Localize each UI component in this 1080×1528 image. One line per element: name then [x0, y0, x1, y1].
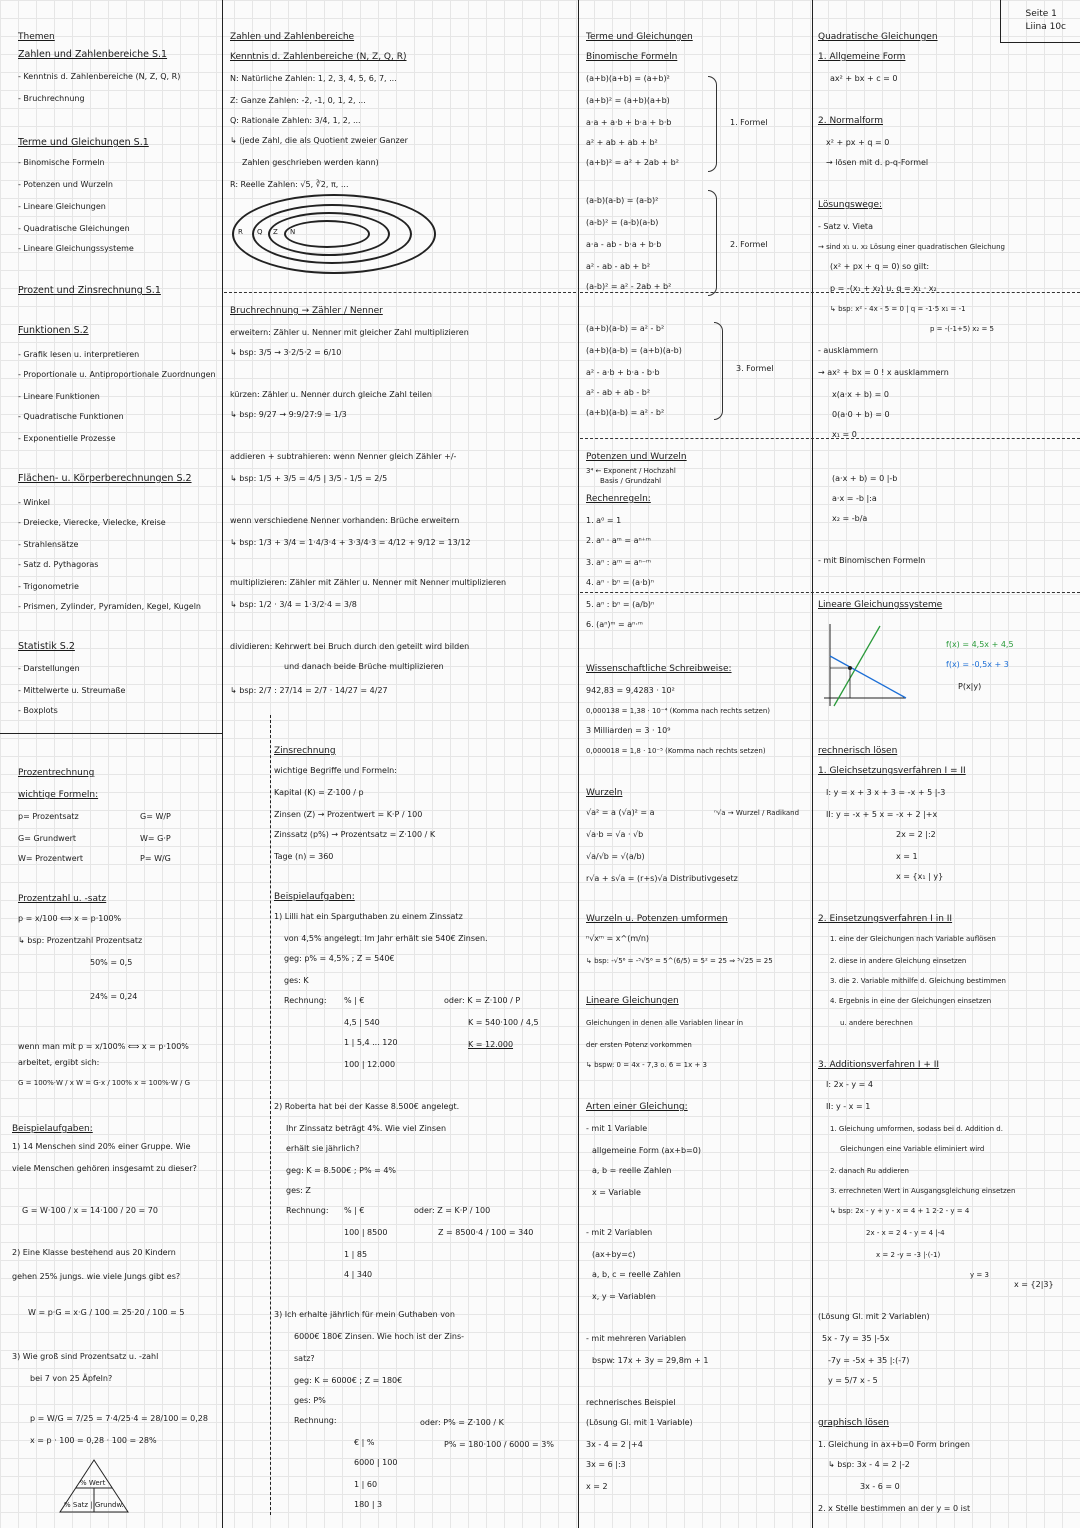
- column-divider-3: [812, 0, 813, 1528]
- toc-item: - Lineare Funktionen: [18, 392, 100, 401]
- example-line: 50% = 0,5: [90, 958, 133, 967]
- text-line: x, y = Variablen: [592, 1292, 656, 1301]
- result-line: x = {2|3}: [1014, 1280, 1054, 1289]
- table-row: 100 | 8500: [344, 1228, 388, 1237]
- formula-line: a² + ab + ab + b²: [586, 138, 658, 147]
- section-heading: Terme und Gleichungen: [586, 32, 693, 42]
- text-line: Rechnung:: [294, 1416, 337, 1425]
- text-line: geg: K = 6000€ ; Z = 180€: [294, 1376, 403, 1385]
- step-line: 2. diese in andere Gleichung einsetzen: [830, 957, 967, 965]
- formula-line: W= Prozentwert: [18, 854, 84, 863]
- example-line: ↳ bsp: 9/27 → 9:9/27:9 = 1/3: [230, 410, 347, 419]
- formula-line: K = 540·100 / 4,5: [468, 1018, 539, 1027]
- subheading: 3. Additionsverfahren I + II: [818, 1060, 940, 1070]
- step-line: 1. eine der Gleichungen nach Variable auflösen: [830, 935, 996, 943]
- toc-item: - Quadratische Funktionen: [18, 412, 124, 421]
- text-line: bspw: 17x + 3y = 29,8m + 1: [592, 1356, 709, 1365]
- toc-section: Flächen- u. Körperberechnungen S.2: [18, 473, 192, 484]
- column-zahlen: [224, 0, 576, 1528]
- text-line: ges: P%: [294, 1396, 326, 1405]
- formula-line: (a-b)(a-b) = (a-b)²: [586, 196, 659, 205]
- formula-line: II: y = -x + 5 x = -x + 2 |+x: [826, 810, 938, 819]
- formula-line: ⁿ√xᵐ = x^(m/n): [586, 934, 650, 943]
- text-line: multiplizieren: Zähler mit Zähler u. Nenner mit Nenner multiplizieren: [230, 578, 507, 587]
- text-line: 1) Lilli hat ein Sparguthaben zu einem Zinssatz: [274, 912, 463, 921]
- toc-item: - Lineare Gleichungen: [18, 202, 106, 211]
- root-note: ⁿ√a → Wurzel / Radikand: [714, 809, 800, 817]
- graph-label-f: f(x) = 4,5x + 4,5: [946, 640, 1014, 649]
- rule-line: 2. aⁿ · aᵐ = aⁿ⁺ᵐ: [586, 536, 651, 545]
- sci-line: 0,000018 = 1,8 · 10⁻⁵ (Komma nach rechts setzen): [586, 747, 766, 755]
- rule-line: 3. aⁿ : aᵐ = aⁿ⁻ᵐ: [586, 558, 652, 567]
- column-quadratisch: [814, 0, 1080, 1528]
- section-heading: Quadratische Gleichungen: [818, 32, 938, 42]
- example-line: 2x - x = 2 4 - y = 4 |-4: [866, 1229, 945, 1237]
- toc-item: - Strahlensätze: [18, 540, 79, 549]
- table-row: 4 | 340: [344, 1270, 373, 1279]
- ring-n: [284, 220, 370, 248]
- toc-item: - Exponentielle Prozesse: [18, 434, 116, 443]
- author-name: Liina 10c: [1025, 22, 1066, 32]
- subheading: rechnerisch lösen: [818, 746, 898, 756]
- formula-line: x² + px + q = 0: [826, 138, 890, 147]
- example-line: ↳ bsp: -√5⁶ = -⁵√5⁶ = 5^(6/5) = 5² = 25 ⇒ ⁵√25 = 25: [586, 957, 773, 965]
- example-line: ↳ bsp: x² - 4x - 5 = 0 | q = -1·5 x₁ = -1: [830, 305, 966, 313]
- text-line: von 4,5% angelegt. Im Jahr erhält sie 540€ Zinsen.: [284, 934, 488, 943]
- table-row: 1 | 60: [354, 1480, 378, 1489]
- example-line: ↳ bsp: 1/5 + 3/5 = 4/5 | 3/5 - 1/5 = 2/5: [230, 474, 388, 483]
- formula-line: (a+b)(a-b) = (a+b)(a-b): [586, 346, 682, 355]
- example-line: ↳ bsp: 2/7 : 27/14 = 2/7 · 14/27 = 4/27: [230, 686, 388, 695]
- formula-line: (a-b)² = (a-b)(a-b): [586, 218, 659, 227]
- formula-line: x₂ = -b/a: [832, 514, 868, 523]
- subheading: Lineare Gleichungssysteme: [818, 600, 943, 610]
- table-row: € | %: [354, 1438, 375, 1447]
- example-line: p = -(-1+5) x₂ = 5: [930, 325, 994, 333]
- toc-item: - Potenzen und Wurzeln: [18, 180, 113, 189]
- ring-label: N: [290, 228, 296, 236]
- text-line: wenn man mit p = x/100% ⟺ x = p·100%: [18, 1042, 189, 1051]
- table-row: 1 | 85: [344, 1250, 368, 1259]
- text-line: 6000€ 180€ Zinsen. Wie hoch ist der Zins-: [294, 1332, 465, 1341]
- formula-line: ax² + bx + c = 0: [830, 74, 898, 83]
- subheading: Wissenschaftliche Schreibweise:: [586, 664, 732, 674]
- toc-item: - Binomische Formeln: [18, 158, 105, 167]
- triangle-top-label: % Wert: [80, 1479, 106, 1487]
- formula-line: W= G·P: [140, 834, 171, 843]
- formula-line: W = p·G = x·G / 100 = 25·20 / 100 = 5: [28, 1308, 185, 1317]
- text-line: 3⁴ ← Exponent / Hochzahl: [586, 467, 676, 475]
- formula-line: P= W/G: [140, 854, 171, 863]
- toc-item: - Dreiecke, Vierecke, Vielecke, Kreise: [18, 518, 166, 527]
- text-line: → sind x₁ u. x₂ Lösung einer quadratischen Gleichung: [818, 243, 1005, 251]
- text-line: der ersten Potenz vorkommen: [586, 1041, 692, 1049]
- text-line: allgemeine Form (ax+b=0): [592, 1146, 701, 1155]
- section-heading: Beispielaufgaben:: [12, 1124, 93, 1134]
- step-line: 1. Gleichung umformen, sodass bei d. Addition d.: [830, 1125, 1003, 1133]
- text-line: ges: K: [284, 976, 309, 985]
- formula-line: x = 2: [586, 1482, 608, 1491]
- example-line: x = 2 -y = -3 |·(-1): [876, 1251, 941, 1259]
- text-line: (Lösung Gl. mit 1 Variable): [586, 1418, 693, 1427]
- table-row: 180 | 3: [354, 1500, 383, 1509]
- brace: [708, 190, 717, 296]
- text-line: bei 7 von 25 Äpfeln?: [30, 1374, 113, 1383]
- rule-line: 1. a⁰ = 1: [586, 516, 622, 525]
- formula-line: K = 12.000: [468, 1040, 514, 1049]
- formula-line: p = -(x₁ + x₂) u. q = x₁ · x₂: [830, 284, 937, 293]
- rule-line: 6. (aⁿ)ᵐ = aⁿ·ᵐ: [586, 620, 643, 629]
- example-line: ↳ bsp: 3/5 → 3·2/5·2 = 6/10: [230, 348, 342, 357]
- formula-line: a·x = -b |:a: [832, 494, 877, 503]
- formula-line: 5x - 7y = 35 |-5x: [822, 1334, 890, 1343]
- text-line: 1) 14 Menschen sind 20% einer Gruppe. Wie: [12, 1142, 191, 1151]
- brace: [708, 76, 717, 172]
- toc-item: - Quadratische Gleichungen: [18, 224, 130, 233]
- sci-line: 942,83 = 9,4283 · 10²: [586, 686, 675, 695]
- formula-line: 2x = 2 |:2: [896, 830, 936, 839]
- table-row: 4,5 | 540: [344, 1018, 380, 1027]
- text-line: - mit mehreren Variablen: [586, 1334, 687, 1343]
- brace: [714, 322, 723, 420]
- formula-line: oder: P% = Z·100 / K: [420, 1418, 504, 1427]
- formula-label: 2. Formel: [730, 240, 768, 249]
- root-line: √a² = a (√a)² = a: [586, 808, 655, 817]
- toc-item: - Boxplots: [18, 706, 58, 715]
- table-row: 100 | 12.000: [344, 1060, 396, 1069]
- formula-line: G = 100%·W / x W = G·x / 100% x = 100%·W / G: [18, 1079, 190, 1087]
- subheading: 2. Einsetzungsverfahren I in II: [818, 914, 953, 924]
- formula-label: 1. Formel: [730, 118, 768, 127]
- formula-line: oder: K = Z·100 / P: [444, 996, 521, 1005]
- toc-section: Prozent und Zinsrechnung S.1: [18, 285, 161, 296]
- subheading: Wurzeln: [586, 788, 623, 798]
- step-line: 3. errechneten Wert in Ausgangsgleichung einsetzen: [830, 1187, 1016, 1195]
- formula-line: -7y = -5x + 35 |:(-7): [828, 1356, 910, 1365]
- text-line: Ihr Zinssatz beträgt 4%. Wie viel Zinsen: [286, 1124, 447, 1133]
- text-line: N: Natürliche Zahlen: 1, 2, 3, 4, 5, 6, 7, ...: [230, 74, 397, 83]
- formula-line: Z = 8500·4 / 100 = 340: [438, 1228, 534, 1237]
- column-terme: [580, 0, 812, 1528]
- subheading: Arten einer Gleichung:: [586, 1102, 688, 1112]
- ring-label: Z: [273, 228, 278, 236]
- section-heading: Zinsrechnung: [274, 746, 336, 756]
- toc-item: - Mittelwerte u. Streumaße: [18, 686, 126, 695]
- formula-line: (a+b)(a-b) = a² - b²: [586, 408, 665, 417]
- subheading: Kenntnis d. Zahlenbereiche (N, Z, Q, R): [230, 52, 407, 62]
- text-line: geg: p% = 4,5% ; Z = 540€: [284, 954, 395, 963]
- text-line: Z: Ganze Zahlen: -2, -1, 0, 1, 2, ...: [230, 96, 366, 105]
- formula-line: (a+b)(a+b) = (a+b)²: [586, 74, 670, 83]
- toc-section: Statistik S.2: [18, 641, 75, 652]
- ring-label: Q: [257, 228, 263, 236]
- text-line: R: Reelle Zahlen: √5, ∛2, π, ...: [230, 180, 349, 189]
- step-line: 2. danach Ru addieren: [830, 1167, 909, 1175]
- section-heading: Zahlen und Zahlenbereiche: [230, 32, 355, 42]
- page-number: Seite 1: [1025, 9, 1057, 19]
- lgs-graph: [820, 620, 910, 712]
- toc-section: Terme und Gleichungen S.1: [18, 137, 149, 148]
- formula-line: p= Prozentsatz: [18, 812, 79, 821]
- example-line: ↳ bsp: 2x - y + y - x = 4 + 1 2·2 - y = 4: [830, 1207, 970, 1215]
- toc-item: - Proportionale u. Antiproportionale Zuordnungen: [18, 370, 216, 379]
- formula-line: x = 1: [896, 852, 918, 861]
- example-line: 3x - 6 = 0: [860, 1482, 900, 1491]
- root-line: r√a + s√a = (r+s)√a Distributivgesetz: [586, 874, 738, 883]
- formula-line: x₁ = 0: [832, 430, 857, 439]
- text-line: Rechnung:: [284, 996, 327, 1005]
- formula-line: G= Grundwert: [18, 834, 77, 843]
- example-line: 24% = 0,24: [90, 992, 138, 1001]
- toc-item: - Satz d. Pythagoras: [18, 560, 99, 569]
- formula-line: oder: Z = K·P / 100: [414, 1206, 491, 1215]
- formula-line: a² - a·b + b·a - b·b: [586, 368, 660, 377]
- formula-label: 3. Formel: [736, 364, 774, 373]
- toc-item: - Kenntnis d. Zahlenbereiche (N, Z, Q, R): [18, 72, 181, 81]
- text-line: 3) Ich erhalte jährlich für mein Guthaben von: [274, 1310, 455, 1319]
- formula-line: (a+b)² = (a+b)(a+b): [586, 96, 670, 105]
- text-line: arbeitet, ergibt sich:: [18, 1058, 100, 1067]
- text-line: Q: Rationale Zahlen: 3/4, 1, 2, ...: [230, 116, 361, 125]
- formula-line: I: y = x + 3 x + 3 = -x + 5 |-3: [826, 788, 946, 797]
- example-line: ↳ bsp: 1/2 · 3/4 = 1·3/2·4 = 3/8: [230, 600, 357, 609]
- text-line: Gleichungen in denen alle Variablen linear in: [586, 1019, 744, 1027]
- toc-item: - Grafik lesen u. interpretieren: [18, 350, 140, 359]
- formula-line: (a-b)² = a² - 2ab + b²: [586, 282, 672, 291]
- text-line: wenn verschiedene Nenner vorhanden: Brüche erweitern: [230, 516, 460, 525]
- ring-label: R: [238, 228, 243, 236]
- step-line: u. andere berechnen: [840, 1019, 913, 1027]
- subheading: 1. Gleichsetzungsverfahren I = II: [818, 766, 966, 776]
- toc-section: Funktionen S.2: [18, 325, 89, 336]
- toc-section: Zahlen und Zahlenbereiche S.1: [18, 49, 168, 60]
- text-line: x = Variable: [592, 1188, 641, 1197]
- text-line: - mit Binomischen Formeln: [818, 556, 926, 565]
- text-line: geg: K = 8.500€ ; P% = 4%: [286, 1166, 397, 1175]
- example-line: ↳ bspw: 0 = 4x - 7,3 o. 6 = 1x + 3: [586, 1061, 707, 1069]
- formula-line: I: 2x - y = 4: [826, 1080, 874, 1089]
- text-line: erweitern: Zähler u. Nenner mit gleicher Zahl multiplizieren: [230, 328, 469, 337]
- formula-line: (a+b)² = a² + 2ab + b²: [586, 158, 679, 167]
- example-line: y = 3: [970, 1271, 989, 1279]
- text-line: a, b = reelle Zahlen: [592, 1166, 672, 1175]
- formula-line: 0(a·0 + b) = 0: [832, 410, 890, 419]
- formula-line: (x² + px + q = 0) so gilt:: [830, 262, 930, 271]
- step-line: Gleichungen eine Variable eliminiert wird: [840, 1145, 985, 1153]
- text-line: (ax+by=c): [592, 1250, 636, 1259]
- text-line: - ausklammern: [818, 346, 879, 355]
- text-line: viele Menschen gehören insgesamt zu dieser?: [12, 1164, 197, 1173]
- section-heading: Bruchrechnung → Zähler / Nenner: [230, 306, 383, 316]
- formula-line: Tage (n) = 360: [274, 852, 334, 861]
- formula-line: G = W·100 / x = 14·100 / 20 = 70: [22, 1206, 158, 1215]
- formula-line: a² - ab + ab - b²: [586, 388, 651, 397]
- toc-item: - Trigonometrie: [18, 582, 79, 591]
- text-line: 2) Roberta hat bei der Kasse 8.500€ angelegt.: [274, 1102, 460, 1111]
- formula-line: → ax² + bx = 0 ! x ausklammern: [818, 368, 949, 377]
- formula-line: a·a - ab - b·a + b·b: [586, 240, 662, 249]
- example-line: ↳ bsp: 3x - 4 = 2 |-2: [828, 1460, 910, 1469]
- section-heading: Beispielaufgaben:: [274, 892, 355, 902]
- section-heading: Potenzen und Wurzeln: [586, 452, 687, 462]
- formula-line: P% = 180·100 / 6000 = 3%: [444, 1440, 554, 1449]
- step-line: 2. x Stelle bestimmen an der y = 0 ist: [818, 1504, 971, 1513]
- text-line: 2) Eine Klasse bestehend aus 20 Kindern: [12, 1248, 176, 1257]
- column-themen: [0, 0, 222, 1528]
- formula-line: (a·x + b) = 0 |-b: [832, 474, 898, 483]
- triangle-bottom-label: % Satz | Grundw.: [64, 1501, 124, 1509]
- table-row: 1 | 5,4 ... 120: [344, 1038, 398, 1047]
- text-line: (Lösung Gl. mit 2 Variablen): [818, 1312, 930, 1321]
- text-line: ges: Z: [286, 1186, 311, 1195]
- text-line: Basis / Grundzahl: [600, 477, 662, 485]
- formula-line: Zinsen (Z) → Prozentwert = K·P / 100: [274, 810, 423, 819]
- rule-line: 5. aⁿ : bⁿ = (a/b)ⁿ: [586, 600, 655, 609]
- column-divider-2: [578, 0, 579, 1528]
- text-line: kürzen: Zähler u. Nenner durch gleiche Zahl teilen: [230, 390, 432, 399]
- text-line: satz?: [294, 1354, 315, 1363]
- formula-line: (a+b)(a-b) = a² - b²: [586, 324, 665, 333]
- subheading: graphisch lösen: [818, 1418, 889, 1428]
- text-line: gehen 25% jungs. wie viele Jungs gibt es?: [12, 1272, 181, 1281]
- toc-item: - Bruchrechnung: [18, 94, 85, 103]
- toc-item: - Prismen, Zylinder, Pyramiden, Kegel, Kugeln: [18, 602, 201, 611]
- toc-item: - Winkel: [18, 498, 50, 507]
- step-line: 4. Ergebnis in eine der Gleichungen einsetzen: [830, 997, 992, 1005]
- graph-label-g: f(x) = -0,5x + 3: [946, 660, 1009, 669]
- root-line: √a/√b = √(a/b): [586, 852, 645, 861]
- sci-line: 3 Milliarden = 3 · 10⁹: [586, 726, 671, 735]
- example-line: ↳ bsp: Prozentzahl Prozentsatz: [18, 936, 143, 945]
- text-line: rechnerisches Beispiel: [586, 1398, 676, 1407]
- sci-line: 0,000138 = 1,38 · 10⁻⁴ (Komma nach rechts setzen): [586, 707, 771, 715]
- graph-label-p: P(x|y): [958, 682, 982, 691]
- formula-line: a·a + a·b + b·a + b·b: [586, 118, 672, 127]
- formula-line: II: y - x = 1: [826, 1102, 871, 1111]
- text-line: dividieren: Kehrwert bei Bruch durch den geteilt wird bilden: [230, 642, 470, 651]
- formula-line: p = W/G = 7/25 = 7·4/25·4 = 28/100 = 0,28: [30, 1414, 208, 1423]
- text-line: ↳ (jede Zahl, die als Quotient zweier Ganzer: [230, 136, 408, 145]
- text-line: - Satz v. Vieta: [818, 222, 873, 231]
- text-line: addieren + subtrahieren: wenn Nenner gleich Zähler +/-: [230, 452, 457, 461]
- toc-title: Themen: [18, 32, 55, 42]
- formula-line: y = 5/7 x - 5: [828, 1376, 878, 1385]
- formula-line: G= W/P: [140, 812, 171, 821]
- subheading: Binomische Formeln: [586, 52, 678, 62]
- text-line: - mit 1 Variable: [586, 1124, 648, 1133]
- text-line: und danach beide Brüche multiplizieren: [284, 662, 444, 671]
- text-line: Zahlen geschrieben werden kann): [242, 158, 379, 167]
- toc-item: - Darstellungen: [18, 664, 80, 673]
- formula-line: Kapital (K) = Z·100 / p: [274, 788, 364, 797]
- toc-item: - Lineare Gleichungssysteme: [18, 244, 134, 253]
- table-row: % | €: [344, 1206, 365, 1215]
- rule-line: 4. aⁿ · bⁿ = (a·b)ⁿ: [586, 578, 654, 587]
- section-heading: Prozentzahl u. -satz: [18, 894, 107, 904]
- subheading: wichtige Formeln:: [18, 790, 99, 800]
- text-line: a, b, c = reelle Zahlen: [592, 1270, 681, 1279]
- root-line: √a·b = √a · √b: [586, 830, 644, 839]
- text-line: erhält sie jährlich?: [286, 1144, 360, 1153]
- subheading: 2. Normalform: [818, 116, 883, 126]
- table-row: 6000 | 100: [354, 1458, 398, 1467]
- table-row: % | €: [344, 996, 365, 1005]
- formula-line: x = p · 100 = 0,28 · 100 = 28%: [30, 1436, 157, 1445]
- column-divider-1: [222, 0, 223, 1528]
- subheading: 1. Allgemeine Form: [818, 52, 906, 62]
- formula-line: p = x/100 ⟺ x = p·100%: [18, 914, 122, 923]
- text-line: → lösen mit d. p-q-Formel: [826, 158, 929, 167]
- section-heading: Prozentrechnung: [18, 768, 95, 778]
- text-line: Rechnung:: [286, 1206, 329, 1215]
- subheading: Rechenregeln:: [586, 494, 651, 504]
- example-line: ↳ bsp: 1/3 + 3/4 = 1·4/3·4 + 3·3/4·3 = 4/12 + 9/12 = 13/12: [230, 538, 471, 547]
- text-line: wichtige Begriffe und Formeln:: [274, 766, 397, 775]
- subheading: Lineare Gleichungen: [586, 996, 679, 1006]
- step-line: 1. Gleichung in ax+b=0 Form bringen: [818, 1440, 970, 1449]
- formula-line: a² - ab - ab + b²: [586, 262, 651, 271]
- text-line: 3) Wie groß sind Prozentsatz u. -zahl: [12, 1352, 159, 1361]
- formula-line: x(a·x + b) = 0: [832, 390, 889, 399]
- text-line: - mit 2 Variablen: [586, 1228, 653, 1237]
- subheading: Lösungswege:: [818, 200, 883, 210]
- formula-line: Zinssatz (p%) → Prozentsatz = Z·100 / K: [274, 830, 436, 839]
- subheading: Wurzeln u. Potenzen umformen: [586, 914, 728, 924]
- step-line: 3. die 2. Variable mithilfe d. Gleichung bestimmen: [830, 977, 1006, 985]
- formula-line: 3x = 6 |:3: [586, 1460, 626, 1469]
- formula-line: 3x - 4 = 2 |+4: [586, 1440, 643, 1449]
- formula-line: x = {x₁ | y}: [896, 872, 944, 881]
